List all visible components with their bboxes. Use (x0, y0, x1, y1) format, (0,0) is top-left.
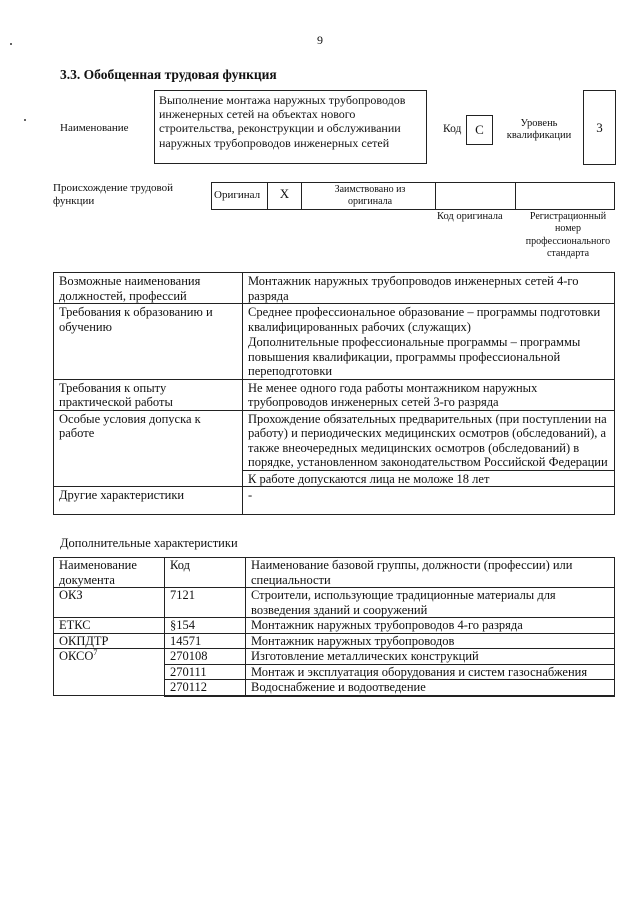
table-row (54, 618, 615, 634)
header-code: Код (165, 558, 246, 588)
reg-number-caption: Регистрационный номер профессионального стандарта (525, 211, 611, 259)
experience-value: Не менее одного года работы монтажником наружных трубопроводов инженерных сетей 3-го разряда (243, 379, 615, 410)
original-label: Оригинал (214, 189, 261, 201)
table-row (54, 379, 615, 410)
conditions-value-2: К работе допускаются лица не моложе 18 лет (243, 470, 615, 487)
row-name: Монтажник наружных трубопроводов 4-го разряда (246, 618, 615, 634)
positions-label: Возможные наименования должностей, профессий (54, 273, 243, 304)
row-code: 270108 (165, 649, 246, 665)
row-doc: ОКЗ (54, 588, 165, 618)
table-row (54, 633, 615, 649)
row-name: Изготовление металлических конструкций (246, 649, 615, 665)
positions-value: Монтажник наружных трубопроводов инженерных сетей 4-го разряда (243, 273, 615, 304)
level-value: 3 (596, 120, 603, 135)
borrowed-label: Заимствовано из оригинала (334, 184, 406, 207)
additional-title: Дополнительные характеристики (60, 536, 238, 550)
row-name: Монтаж и эксплуатация оборудования и систем газоснабжения (246, 664, 615, 680)
row-doc-okso (54, 649, 165, 696)
table-row (54, 588, 615, 618)
table-row (54, 487, 615, 515)
function-name-value: Выполнение монтажа наружных трубопроводов инженерных сетей на объектах нового строительства, реконструкции и обслуживании наружных трубопроводов инженерных сетей (159, 93, 406, 150)
code-value: C (475, 122, 484, 137)
table-row (54, 410, 615, 470)
section-title: 3.3. Обобщенная трудовая функция (60, 67, 277, 82)
table-row (54, 273, 615, 304)
origin-divider-4 (515, 182, 516, 210)
okso-label: ОКСО (59, 649, 94, 663)
original-mark: X (279, 186, 290, 201)
requirements-table (53, 272, 615, 515)
origin-label: Происхождение трудовой функции (53, 182, 174, 207)
header-name: Наименование базовой группы, должности (профессии) или специальности (246, 558, 615, 588)
level-box (583, 90, 616, 165)
other-value: - (243, 487, 615, 515)
conditions-value-1: Прохождение обязательных предварительных (при поступлении на работу) и периодических медицинских осмотров (обследований), а также внеочередных медицинских осмотров (обследований) в порядке, установленном законодательством Российской Федерации (243, 410, 615, 470)
row-name: Строители, использующие традиционные материалы для возведения зданий и сооружений (246, 588, 615, 618)
page-number: 9 (317, 33, 323, 47)
name-label: Наименование (60, 122, 129, 134)
margin-dot (24, 119, 26, 121)
row-name: Монтажник наружных трубопроводов (246, 633, 615, 649)
conditions-label: Особые условия допуска к работе (54, 410, 243, 487)
row-code: §154 (165, 618, 246, 634)
education-label: Требования к образованию и обучению (54, 304, 243, 380)
row-name: Водоснабжение и водоотведение (246, 680, 615, 696)
additional-table (53, 557, 615, 697)
footnote-mark: 7 (93, 647, 98, 657)
other-label: Другие характеристики (54, 487, 243, 515)
origin-divider-3 (435, 182, 436, 210)
level-label: Уровень квалификации (506, 118, 572, 141)
header-doc: Наименование документа (54, 558, 165, 588)
row-code: 270112 (165, 680, 246, 696)
table-header-row (54, 558, 615, 588)
row-code: 7121 (165, 588, 246, 618)
code-label: Код (443, 123, 462, 135)
origin-divider-2 (301, 182, 302, 210)
experience-label: Требования к опыту практической работы (54, 379, 243, 410)
row-doc: ЕТКС (54, 618, 165, 634)
row-code: 14571 (165, 633, 246, 649)
table-row (54, 649, 615, 665)
code-original-caption: Код оригинала (437, 211, 503, 222)
row-doc: ОКПДТР (54, 633, 165, 649)
education-value-1: Среднее профессиональное образование – программы подготовки квалифицированных рабочих (служащих) (243, 304, 615, 335)
row-code: 270111 (165, 664, 246, 680)
code-box (466, 115, 493, 145)
table-row (54, 304, 615, 335)
education-value-2: Дополнительные профессиональные программы – программы повышения квалификации, программы профессиональной переподготовки (243, 334, 615, 379)
function-name-box (154, 90, 427, 164)
